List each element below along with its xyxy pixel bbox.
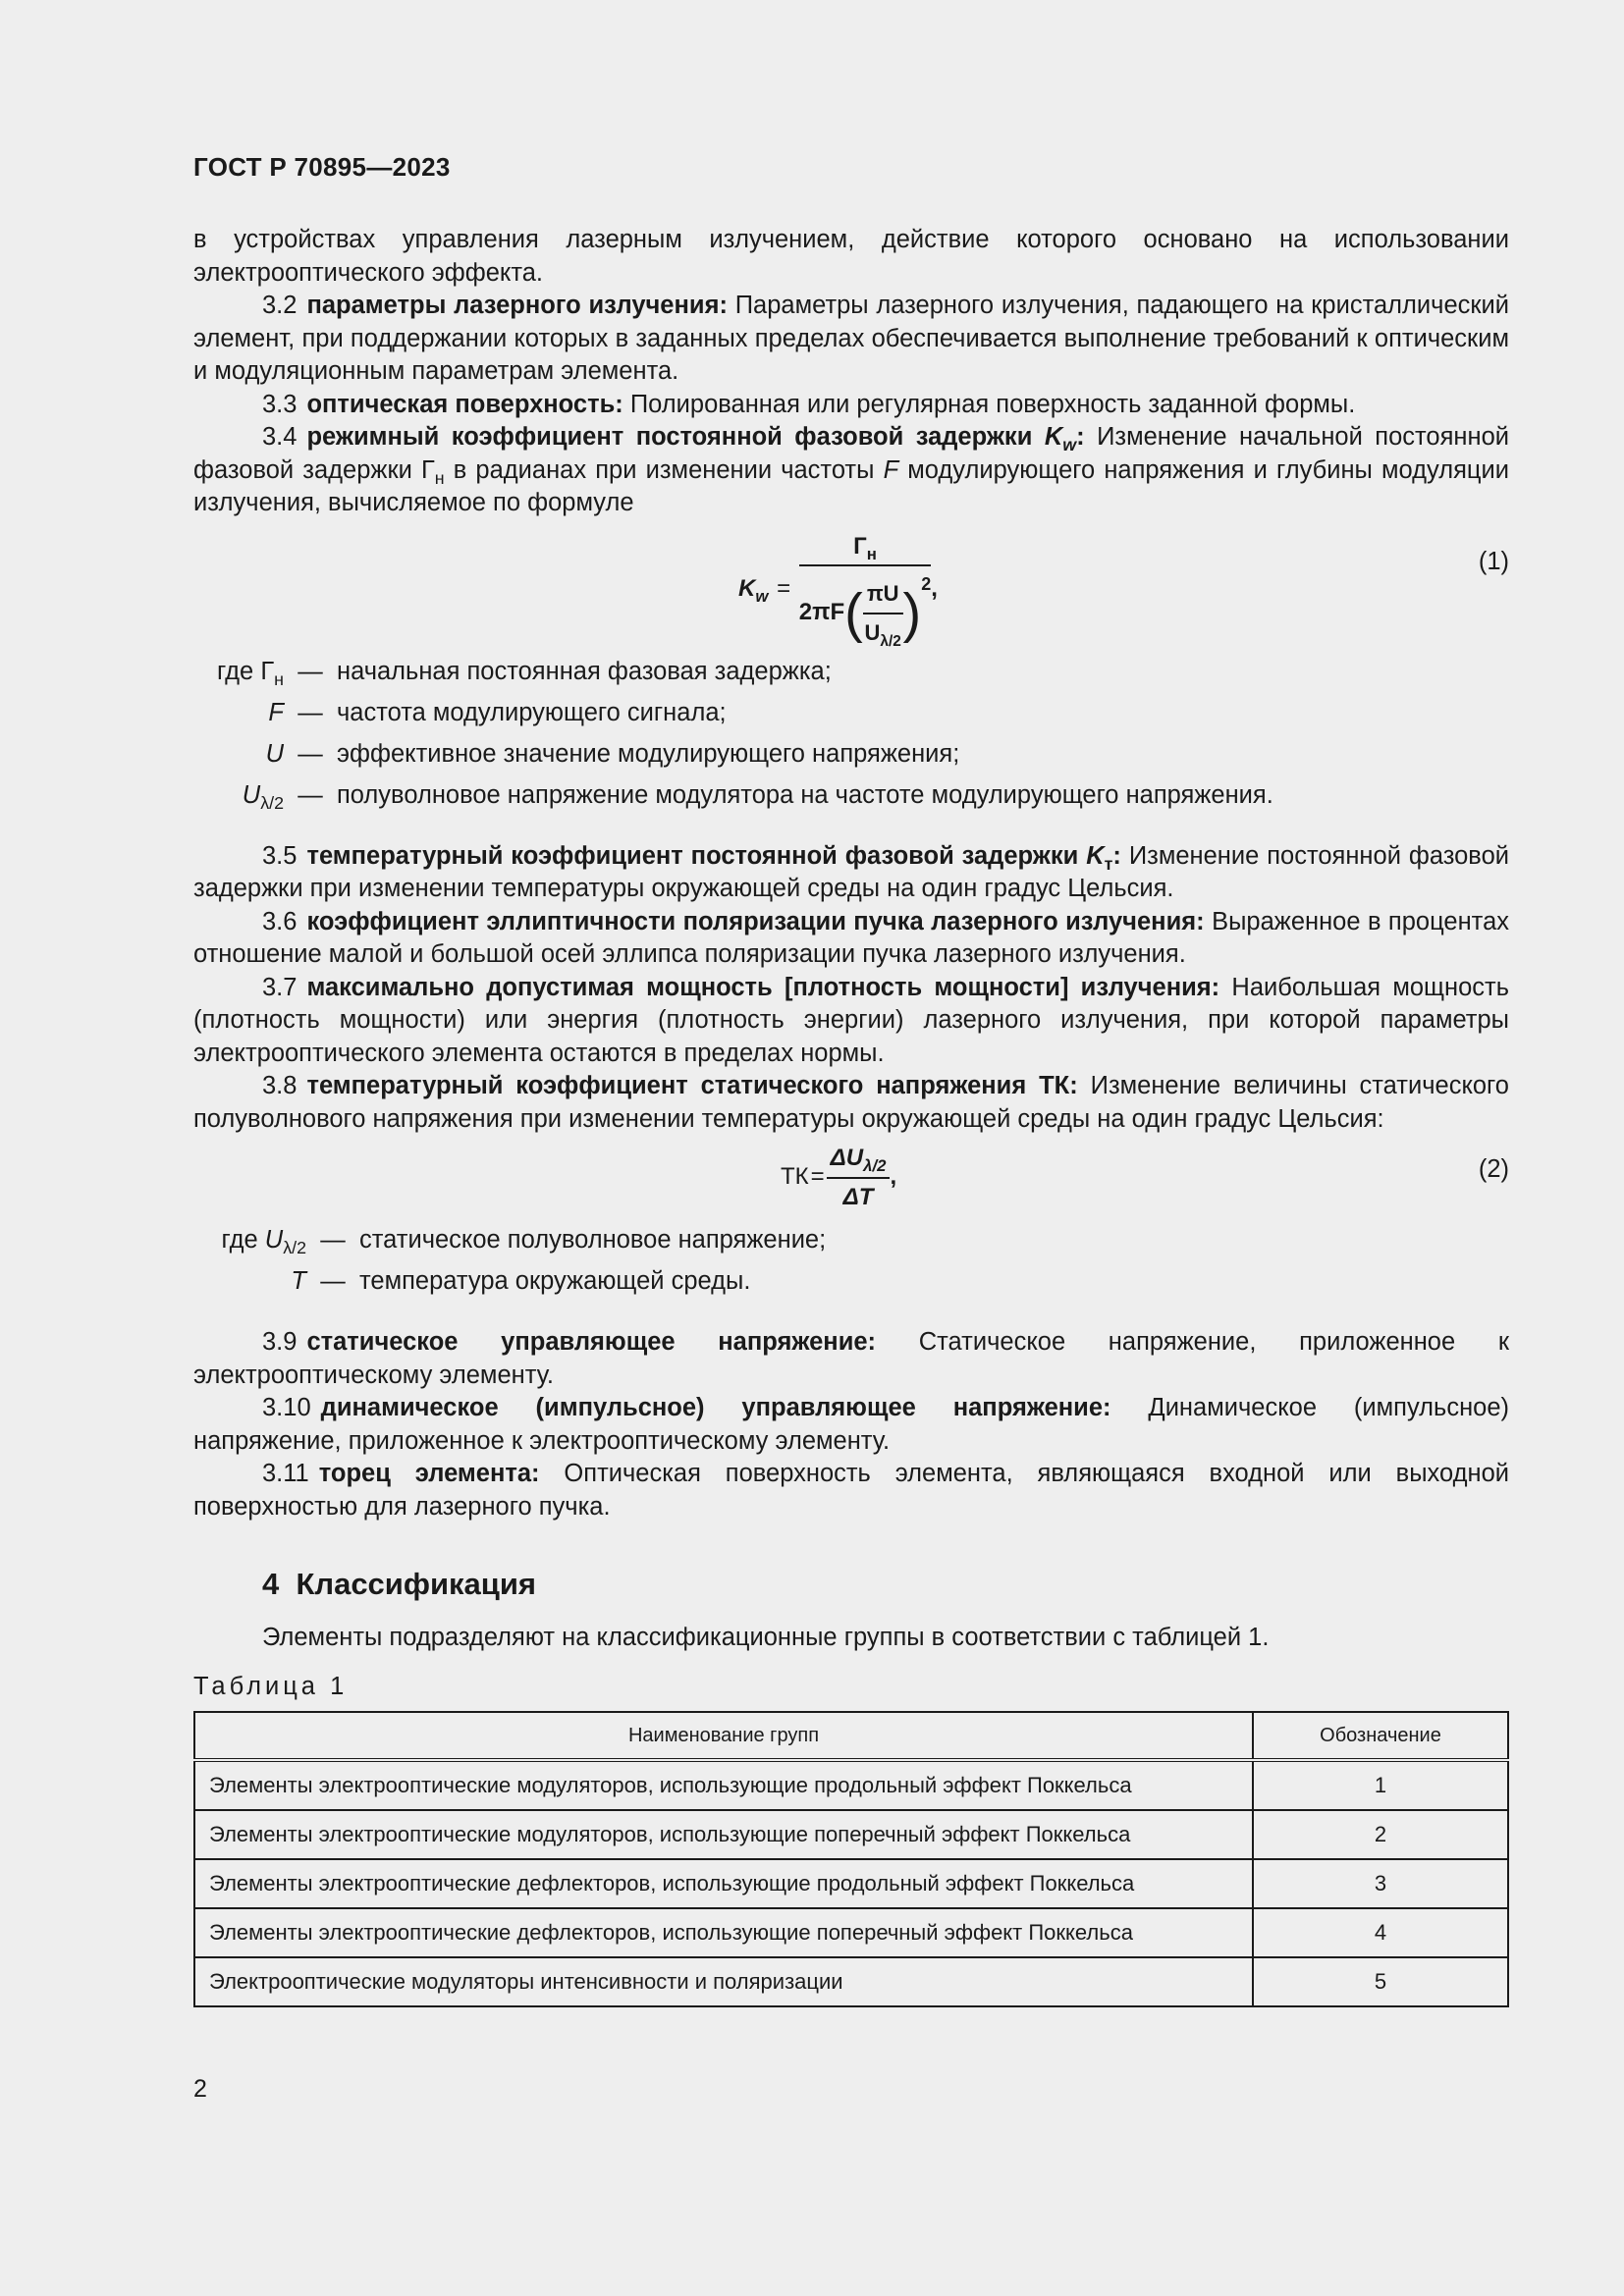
table-row: Элементы электрооптические дефлекторов, использующие поперечный эффект Поккельса 4: [194, 1908, 1508, 1957]
formula-1-legend: [193, 656, 1509, 821]
table-row: Элементы электрооптические модуляторов, использующие поперечный эффект Поккельса 2: [194, 1810, 1508, 1859]
term-definition: Изменение постоянной фазовой задержки при изменении температуры окружающей среды на один градус Цельсия.: [193, 841, 1509, 902]
term-3-6: 3.6 коэффициент эллиптичности поляризации пучка лазерного излучения: Выраженное в процентах отношение малой и большой осей эллипса поляризации пучка лазерного излучения.: [193, 907, 1510, 968]
term-name: температурный коэффициент статического напряжения ТК:: [306, 1072, 1078, 1099]
term-name: торец элемента:: [318, 1460, 540, 1487]
term-definition: Выраженное в процентах отношение малой и большой осей эллипса поляризации пучка лазерного излучения.: [193, 907, 1510, 968]
table-1: [193, 1711, 1509, 2007]
formula-2-legend: [193, 1224, 1509, 1307]
formula-1-fraction: $Г_н$ 2πF( $\frac{\pi U}{U_{\lambda/2}}$ )$^2$: [799, 530, 931, 650]
legend-row: $U_{\lambda/2}$ — полуволновое напряжение модулятора на частоте модулирующего напряжения.: [242, 780, 1273, 813]
term-definition: Динамическое (импульсное) напряжение, приложенное к электрооптическому элементу.: [193, 1394, 1510, 1455]
term-name: температурный коэффициент постоянной фазовой задержки $K_т$:: [306, 841, 1121, 874]
term-name: параметры лазерного излучения:: [306, 292, 728, 319]
column-header-group-name: Наименование групп: [194, 1712, 1253, 1760]
term-definition: Изменение величины статического полуволнового напряжения при изменении температуры окружающей среды на один градус Цельсия:: [193, 1072, 1509, 1133]
formula-1-number: (1): [1478, 547, 1509, 575]
column-header-designation: Обозначение: [1253, 1712, 1508, 1760]
legend-row: F — частота модулирующего сигнала;: [268, 698, 727, 726]
term-3-7: 3.7 максимально допустимая мощность [плотность мощности] излучения: Наибольшая мощность (плотность мощности) или энергия (плотность энергии) лазерного излучения, при которой параметры электрооптического элемента остаются в пределах нормы.: [193, 973, 1510, 1067]
table-row: Электрооптические модуляторы интенсивности и поляризации 5: [194, 1957, 1508, 2006]
term-name: максимально допустимая мощность [плотность мощности] излучения:: [306, 973, 1220, 1001]
intro-paragraph: в устройствах управления лазерным излучением, действие которого основано на использовании электрооптического эффекта.: [193, 226, 1509, 287]
section-4-heading: 4 Классификация: [262, 1567, 536, 1601]
term-3-10: 3.10 динамическое (импульсное) управляющее напряжение: Динамическое (импульсное) напряжение, приложенное к электрооптическому элементу.: [193, 1394, 1510, 1455]
term-3-2: 3.2 параметры лазерного излучения: Параметры лазерного излучения, падающего на кристаллический элемент, при поддержании которых в заданных пределах обеспечивается выполнение требований к оптическим и модуляционным параметрам элемента.: [193, 292, 1510, 385]
legend-row: где $Г_н$ — начальная постоянная фазовая задержка;: [217, 657, 832, 689]
term-definition: Статическое напряжение, приложенное к электрооптическому элементу.: [193, 1328, 1509, 1389]
term-3-9: 3.9 статическое управляющее напряжение: Статическое напряжение, приложенное к электрооптическому элементу.: [193, 1328, 1509, 1389]
term-definition: Изменение начальной постоянной фазовой задержки $Г_н$ в радианах при изменении частоты F модулирующего напряжения и глубины модуляции излучения, вычисляемое по формуле: [193, 423, 1509, 516]
formula-2-number: (2): [1478, 1155, 1509, 1183]
term-3-11: 3.11 торец элемента: Оптическая поверхность элемента, являющаяся входной или выходной поверхностью для лазерного пучка.: [193, 1460, 1509, 1521]
term-3-8: 3.8 температурный коэффициент статического напряжения ТК: Изменение величины статического полуволнового напряжения при изменении температуры окружающей среды на один градус Цельсия:: [193, 1072, 1509, 1133]
legend-row: T — температура окружающей среды.: [291, 1267, 751, 1295]
table-1-caption: Таблица 1: [193, 1672, 349, 1700]
legend-row: где $U_{\lambda/2}$ — статическое полуволновое напряжение;: [221, 1226, 827, 1257]
term-3-4: 3.4 режимный коэффициент постоянной фазовой задержки $K_w$: Изменение начальной постоянной фазовой задержки $Г_н$ в радианах при изменении частоты F модулирующего напряжения и глубины модуляции излучения, вычисляемое по формуле: [193, 423, 1509, 516]
table-header-row: [194, 1712, 1508, 1760]
section-4-text: Элементы подразделяют на классификационные группы в соответствии с таблицей 1.: [262, 1624, 1270, 1651]
term-definition: Оптическая поверхность элемента, являющаяся входной или выходной поверхностью для лазерного пучка.: [193, 1460, 1509, 1521]
term-name: режимный коэффициент постоянной фазовой задержки $K_w$:: [306, 423, 1085, 454]
formula-1: $K_w$ = $Г_н$ 2πF( $\frac{\pi U}{U_{\lambda/2}}$ )$^2$ , (1): [193, 524, 1509, 640]
term-definition: Параметры лазерного излучения, падающего на кристаллический элемент, при поддержании которых в заданных пределах обеспечивается выполнение требований к оптическим и модуляционным параметрам элемента.: [193, 292, 1510, 385]
legend-row: U — эффективное значение модулирующего напряжения;: [265, 739, 960, 768]
term-name: динамическое (импульсное) управляющее напряжение:: [320, 1394, 1111, 1421]
document-body: [193, 224, 1509, 2007]
term-name: коэффициент эллиптичности поляризации пучка лазерного излучения:: [306, 907, 1205, 935]
term-name: статическое управляющее напряжение:: [306, 1328, 877, 1356]
document-header: ГОСТ Р 70895—2023: [193, 152, 451, 182]
term-definition: Полированная или регулярная поверхность заданной формы.: [629, 390, 1356, 418]
term-definition: Наибольшая мощность (плотность мощности) или энергия (плотность энергии) лазерного излучения, при которой параметры электрооптического элемента остаются в пределах нормы.: [193, 973, 1510, 1067]
table-row: Элементы электрооптические дефлекторов, использующие продольный эффект Поккельса 3: [194, 1859, 1508, 1908]
formula-2-fraction: $\frac{\Delta U_{\lambda/2}}{\Delta T}$: [827, 1142, 891, 1213]
page-number: 2: [193, 2075, 207, 2103]
term-name: оптическая поверхность:: [306, 390, 623, 418]
term-3-3: 3.3 оптическая поверхность: Полированная или регулярная поверхность заданной формы.: [262, 390, 1356, 418]
term-3-5: 3.5 температурный коэффициент постоянной фазовой задержки $K_т$: Изменение постоянной фазовой задержки при изменении температуры окружающей среды на один градус Цельсия.: [193, 841, 1509, 902]
formula-2: ТК= $\frac{\Delta U_{\lambda/2}}{\Delta T}$ , (2): [193, 1142, 1509, 1208]
table-row: Элементы электрооптические модуляторов, использующие продольный эффект Поккельса 1: [194, 1760, 1508, 1810]
